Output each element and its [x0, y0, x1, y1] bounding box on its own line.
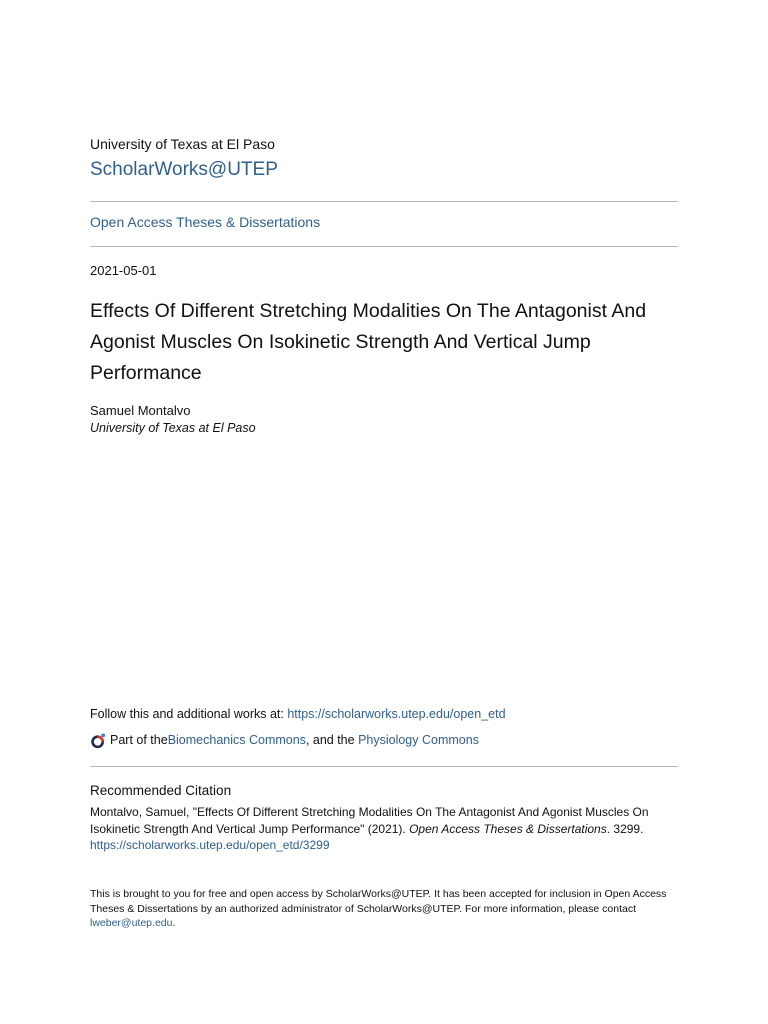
collection-link[interactable]: Open Access Theses & Dissertations	[90, 214, 321, 230]
part-of-prefix: Part of the	[110, 733, 168, 747]
physiology-commons-link[interactable]: Physiology Commons	[358, 733, 479, 747]
citation-body: Montalvo, Samuel, "Effects Of Different Stretching Modalities On The Antagonist And Agonist Muscles On Isokinetic Strength And Vertical Jump Performance" (2021).	[90, 805, 649, 836]
digital-commons-network-icon	[90, 732, 107, 749]
part-of-line	[90, 731, 479, 749]
citation-text	[90, 804, 678, 854]
citation-series: Open Access Theses & Dissertations	[409, 821, 607, 836]
contact-email-link[interactable]: lweber@utep.edu	[90, 917, 173, 929]
divider-bottom	[90, 766, 678, 767]
follow-prefix: Follow this and additional works at:	[90, 707, 288, 721]
cover-page	[90, 0, 678, 1024]
author-name: Samuel Montalvo	[90, 403, 191, 418]
publication-date: 2021-05-01	[90, 263, 157, 278]
citation-heading: Recommended Citation	[90, 783, 232, 798]
follow-line	[90, 707, 506, 722]
institution-name: University of Texas at El Paso	[90, 136, 275, 152]
part-of-middle: , and the	[305, 733, 359, 747]
repository-link[interactable]: ScholarWorks@UTEP	[90, 159, 278, 180]
citation-number: . 3299.	[606, 821, 644, 836]
citation-url-link[interactable]: https://scholarworks.utep.edu/open_etd/3299	[90, 838, 330, 852]
access-notice	[90, 887, 678, 931]
access-notice-text: This is brought to you for free and open access by ScholarWorks@UTEP. It has been accepted for inclusion in Open Access Theses & Dissertations by an authorized administrator of ScholarWorks@UTEP. For more information, please contact	[90, 888, 667, 915]
divider-middle	[90, 246, 678, 247]
biomechanics-commons-link[interactable]: Biomechanics Commons	[167, 733, 306, 747]
divider-top	[90, 201, 678, 202]
author-affiliation: University of Texas at El Paso	[90, 421, 256, 435]
document-title: Effects Of Different Stretching Modalities On The Antagonist And Agonist Muscles On Isokinetic Strength And Vertical Jump Performance	[90, 300, 647, 384]
access-notice-end: .	[172, 917, 176, 929]
collection-url-link[interactable]: https://scholarworks.utep.edu/open_etd	[287, 707, 506, 721]
